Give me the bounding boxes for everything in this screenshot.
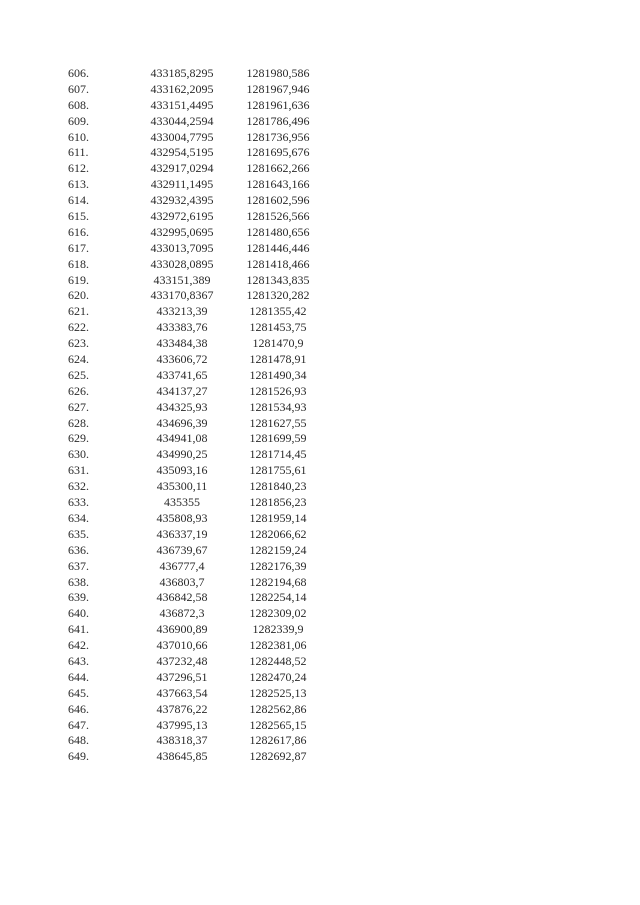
x-coordinate: 438318,37 (156, 733, 208, 748)
x-coordinate: 433028,0895 (150, 256, 214, 271)
y-coordinate: 1281602,596 (246, 193, 310, 208)
y-coordinate: 1281699,59 (249, 431, 307, 446)
row-number: 635. (68, 526, 89, 541)
row-number: 644. (68, 669, 89, 684)
table-row (0, 733, 640, 749)
x-coordinate: 432932,4395 (150, 193, 214, 208)
table-row (0, 145, 640, 161)
table-row (0, 98, 640, 114)
table-row (0, 638, 640, 654)
table-row (0, 400, 640, 416)
y-coordinate: 1281959,14 (249, 510, 307, 525)
row-number: 647. (68, 717, 89, 732)
y-coordinate: 1282339,9 (252, 622, 304, 637)
row-number: 619. (68, 272, 89, 287)
table-row (0, 209, 640, 225)
x-coordinate: 436777,4 (159, 558, 205, 573)
row-number: 645. (68, 685, 89, 700)
y-coordinate: 1282194,68 (249, 574, 307, 589)
row-number: 643. (68, 653, 89, 668)
x-coordinate: 432917,0294 (150, 161, 214, 176)
y-coordinate: 1282066,62 (249, 526, 307, 541)
y-coordinate: 1281526,566 (246, 209, 310, 224)
y-coordinate: 1281490,34 (249, 367, 307, 382)
x-coordinate: 433151,4495 (150, 97, 214, 112)
y-coordinate: 1281343,835 (246, 272, 310, 287)
x-coordinate: 432995,0695 (150, 224, 214, 239)
table-row (0, 130, 640, 146)
x-coordinate: 437995,13 (156, 717, 208, 732)
row-number: 642. (68, 638, 89, 653)
y-coordinate: 1281418,466 (246, 256, 310, 271)
y-coordinate: 1281453,75 (249, 320, 307, 335)
x-coordinate: 433004,7795 (150, 129, 214, 144)
row-number: 632. (68, 479, 89, 494)
row-number: 608. (68, 97, 89, 112)
table-row (0, 670, 640, 686)
table-row (0, 273, 640, 289)
table-row (0, 288, 640, 304)
y-coordinate: 1282525,13 (249, 685, 307, 700)
x-coordinate: 433606,72 (156, 352, 208, 367)
x-coordinate: 436900,89 (156, 622, 208, 637)
table-row (0, 177, 640, 193)
row-number: 613. (68, 177, 89, 192)
table-row (0, 463, 640, 479)
y-coordinate: 1282565,15 (249, 717, 307, 732)
y-coordinate: 1281470,9 (252, 336, 304, 351)
y-coordinate: 1281320,282 (246, 288, 310, 303)
row-number: 617. (68, 240, 89, 255)
row-number: 612. (68, 161, 89, 176)
table-row (0, 66, 640, 82)
y-coordinate: 1281355,42 (249, 304, 307, 319)
y-coordinate: 1282254,14 (249, 590, 307, 605)
x-coordinate: 437010,66 (156, 638, 208, 653)
y-coordinate: 1282176,39 (249, 558, 307, 573)
x-coordinate: 437663,54 (156, 685, 208, 700)
y-coordinate: 1282309,02 (249, 606, 307, 621)
y-coordinate: 1282692,87 (249, 749, 307, 764)
table-row (0, 686, 640, 702)
x-coordinate: 432972,6195 (150, 209, 214, 224)
table-row (0, 702, 640, 718)
y-coordinate: 1282381,06 (249, 638, 307, 653)
y-coordinate: 1281526,93 (249, 383, 307, 398)
table-row (0, 352, 640, 368)
row-number: 625. (68, 367, 89, 382)
x-coordinate: 433170,8367 (150, 288, 214, 303)
row-number: 615. (68, 209, 89, 224)
row-number: 614. (68, 193, 89, 208)
x-coordinate: 436337,19 (156, 526, 208, 541)
row-number: 637. (68, 558, 89, 573)
table-row (0, 718, 640, 734)
row-number: 621. (68, 304, 89, 319)
row-number: 633. (68, 495, 89, 510)
x-coordinate: 432954,5195 (150, 145, 214, 160)
x-coordinate: 437232,48 (156, 653, 208, 668)
table-row (0, 654, 640, 670)
row-number: 631. (68, 463, 89, 478)
y-coordinate: 1282562,86 (249, 701, 307, 716)
table-row (0, 590, 640, 606)
y-coordinate: 1281714,45 (249, 447, 307, 462)
x-coordinate: 434137,27 (156, 383, 208, 398)
row-number: 611. (68, 145, 89, 160)
table-row (0, 320, 640, 336)
table-row (0, 304, 640, 320)
row-number: 624. (68, 352, 89, 367)
row-number: 636. (68, 542, 89, 557)
table-row (0, 336, 640, 352)
y-coordinate: 1281643,166 (246, 177, 310, 192)
table-row (0, 575, 640, 591)
row-number: 606. (68, 66, 89, 80)
x-coordinate: 435300,11 (156, 479, 208, 494)
x-coordinate: 433484,38 (156, 336, 208, 351)
row-number: 629. (68, 431, 89, 446)
x-coordinate: 433383,76 (156, 320, 208, 335)
coordinate-table (0, 66, 640, 765)
y-coordinate: 1281856,23 (249, 495, 307, 510)
table-row (0, 527, 640, 543)
table-row (0, 384, 640, 400)
x-coordinate: 434990,25 (156, 447, 208, 462)
row-number: 622. (68, 320, 89, 335)
row-number: 639. (68, 590, 89, 605)
y-coordinate: 1281480,656 (246, 224, 310, 239)
table-row (0, 447, 640, 463)
row-number: 628. (68, 415, 89, 430)
row-number: 638. (68, 574, 89, 589)
row-number: 620. (68, 288, 89, 303)
y-coordinate: 1282617,86 (249, 733, 307, 748)
table-row (0, 511, 640, 527)
x-coordinate: 436872,3 (159, 606, 205, 621)
y-coordinate: 1281967,946 (246, 81, 310, 96)
row-number: 648. (68, 733, 89, 748)
x-coordinate: 435093,16 (156, 463, 208, 478)
y-coordinate: 1281695,676 (246, 145, 310, 160)
row-number: 634. (68, 510, 89, 525)
x-coordinate: 433185,8295 (150, 66, 214, 80)
table-row (0, 193, 640, 209)
y-coordinate: 1281534,93 (249, 399, 307, 414)
row-number: 626. (68, 383, 89, 398)
y-coordinate: 1282470,24 (249, 669, 307, 684)
x-coordinate: 436739,67 (156, 542, 208, 557)
x-coordinate: 433162,2095 (150, 81, 214, 96)
table-row (0, 257, 640, 273)
table-row (0, 543, 640, 559)
x-coordinate: 436842,58 (156, 590, 208, 605)
table-row (0, 114, 640, 130)
y-coordinate: 1281736,956 (246, 129, 310, 144)
x-coordinate: 434696,39 (156, 415, 208, 430)
table-row (0, 241, 640, 257)
y-coordinate: 1281840,23 (249, 479, 307, 494)
y-coordinate: 1282159,24 (249, 542, 307, 557)
x-coordinate: 433213,39 (156, 304, 208, 319)
x-coordinate: 437876,22 (156, 701, 208, 716)
y-coordinate: 1281478,91 (249, 352, 307, 367)
table-row (0, 559, 640, 575)
x-coordinate: 432911,1495 (150, 177, 214, 192)
row-number: 630. (68, 447, 89, 462)
table-row (0, 495, 640, 511)
row-number: 640. (68, 606, 89, 621)
table-row (0, 368, 640, 384)
x-coordinate: 434941,08 (156, 431, 208, 446)
table-row (0, 622, 640, 638)
x-coordinate: 433741,65 (156, 367, 208, 382)
y-coordinate: 1281755,61 (249, 463, 307, 478)
row-number: 609. (68, 113, 89, 128)
row-number: 618. (68, 256, 89, 271)
table-row (0, 225, 640, 241)
x-coordinate: 438645,85 (156, 749, 208, 764)
x-coordinate: 434325,93 (156, 399, 208, 414)
x-coordinate: 433044,2594 (150, 113, 214, 128)
y-coordinate: 1282448,52 (249, 653, 307, 668)
row-number: 646. (68, 701, 89, 716)
table-row (0, 606, 640, 622)
table-row (0, 431, 640, 447)
x-coordinate: 435355 (164, 495, 200, 510)
table-row (0, 479, 640, 495)
x-coordinate: 436803,7 (159, 574, 205, 589)
y-coordinate: 1281980,586 (246, 66, 310, 80)
row-number: 610. (68, 129, 89, 144)
x-coordinate: 437296,51 (156, 669, 208, 684)
x-coordinate: 433151,389 (153, 272, 211, 287)
row-number: 623. (68, 336, 89, 351)
table-row (0, 416, 640, 432)
row-number: 616. (68, 224, 89, 239)
row-number: 649. (68, 749, 89, 764)
x-coordinate: 435808,93 (156, 510, 208, 525)
table-row (0, 82, 640, 98)
y-coordinate: 1281961,636 (246, 97, 310, 112)
x-coordinate: 433013,7095 (150, 240, 214, 255)
y-coordinate: 1281627,55 (249, 415, 307, 430)
row-number: 607. (68, 81, 89, 96)
y-coordinate: 1281662,266 (246, 161, 310, 176)
y-coordinate: 1281446,446 (246, 240, 310, 255)
table-row (0, 161, 640, 177)
table-row (0, 749, 640, 765)
row-number: 627. (68, 399, 89, 414)
y-coordinate: 1281786,496 (246, 113, 310, 128)
row-number: 641. (68, 622, 89, 637)
